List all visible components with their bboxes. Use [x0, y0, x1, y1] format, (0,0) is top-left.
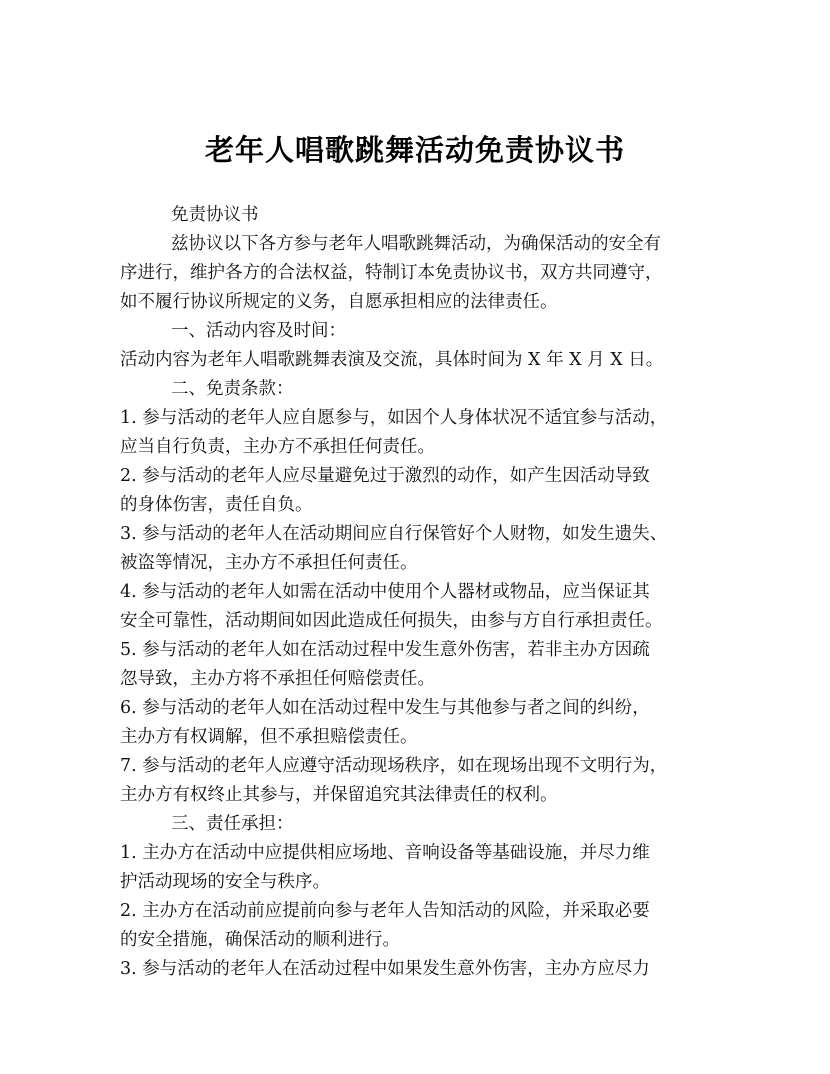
- text-line: 免责协议书: [171, 205, 259, 225]
- document-body: [120, 201, 720, 984]
- text-line: 活动内容为老年人唱歌跳舞表演及交流，具体时间为 X 年 X 月 X 日。: [120, 350, 664, 370]
- text-line: 二、免责条款：: [171, 379, 294, 399]
- text-line: 的安全措施，确保活动的顺利进行。: [120, 930, 400, 950]
- text-line: 4. 参与活动的老年人如需在活动中使用个人器材或物品，应当保证其: [120, 582, 650, 602]
- text-line: 1. 参与活动的老年人应自愿参与，如因个人身体状况不适宜参与活动，: [120, 408, 668, 428]
- text-line: 2. 参与活动的老年人应尽量避免过于激烈的动作，如产生因活动导致: [120, 466, 650, 486]
- text-line: 忽导致，主办方将不承担任何赔偿责任。: [120, 669, 435, 689]
- text-line: 主办方有权调解，但不承担赔偿责任。: [120, 727, 418, 747]
- text-line: 3. 参与活动的老年人在活动过程中如果发生意外伤害，主办方应尽力: [120, 959, 650, 979]
- text-line: 一、活动内容及时间：: [171, 321, 346, 341]
- text-line: 兹协议以下各方参与老年人唱歌跳舞活动，为确保活动的安全有: [171, 234, 661, 254]
- text-line: 6. 参与活动的老年人如在活动过程中发生与其他参与者之间的纠纷，: [120, 698, 650, 718]
- text-line: 应当自行负责，主办方不承担任何责任。: [120, 437, 435, 457]
- text-line: 安全可靠性，活动期间如因此造成任何损失，由参与方自行承担责任。: [120, 611, 663, 631]
- text-line: 7. 参与活动的老年人应遵守活动现场秩序，如在现场出现不文明行为，: [120, 756, 668, 776]
- text-line: 5. 参与活动的老年人如在活动过程中发生意外伤害，若非主办方因疏: [120, 640, 650, 660]
- text-line: 3. 参与活动的老年人在活动期间应自行保管好个人财物，如发生遗失、: [120, 524, 668, 544]
- text-line: 如不履行协议所规定的义务，自愿承担相应的法律责任。: [120, 292, 558, 312]
- text-line: 护活动现场的安全与秩序。: [120, 872, 330, 892]
- text-line: 被盗等情况，主办方不承担任何责任。: [120, 553, 418, 573]
- text-line: 1. 主办方在活动中应提供相应场地、音响设备等基础设施，并尽力维: [120, 843, 650, 863]
- text-line: 三、责任承担：: [171, 814, 294, 834]
- text-line: 2. 主办方在活动前应提前向参与老年人告知活动的风险，并采取必要: [120, 901, 650, 921]
- text-line: 序进行，维护各方的合法权益，特制订本免责协议书，双方共同遵守，: [120, 263, 663, 283]
- document-title: 老年人唱歌跳舞活动免责协议书: [204, 133, 625, 167]
- text-line: 主办方有权终止其参与，并保留追究其法律责任的权利。: [120, 785, 558, 805]
- text-line: 的身体伤害，责任自负。: [120, 495, 313, 515]
